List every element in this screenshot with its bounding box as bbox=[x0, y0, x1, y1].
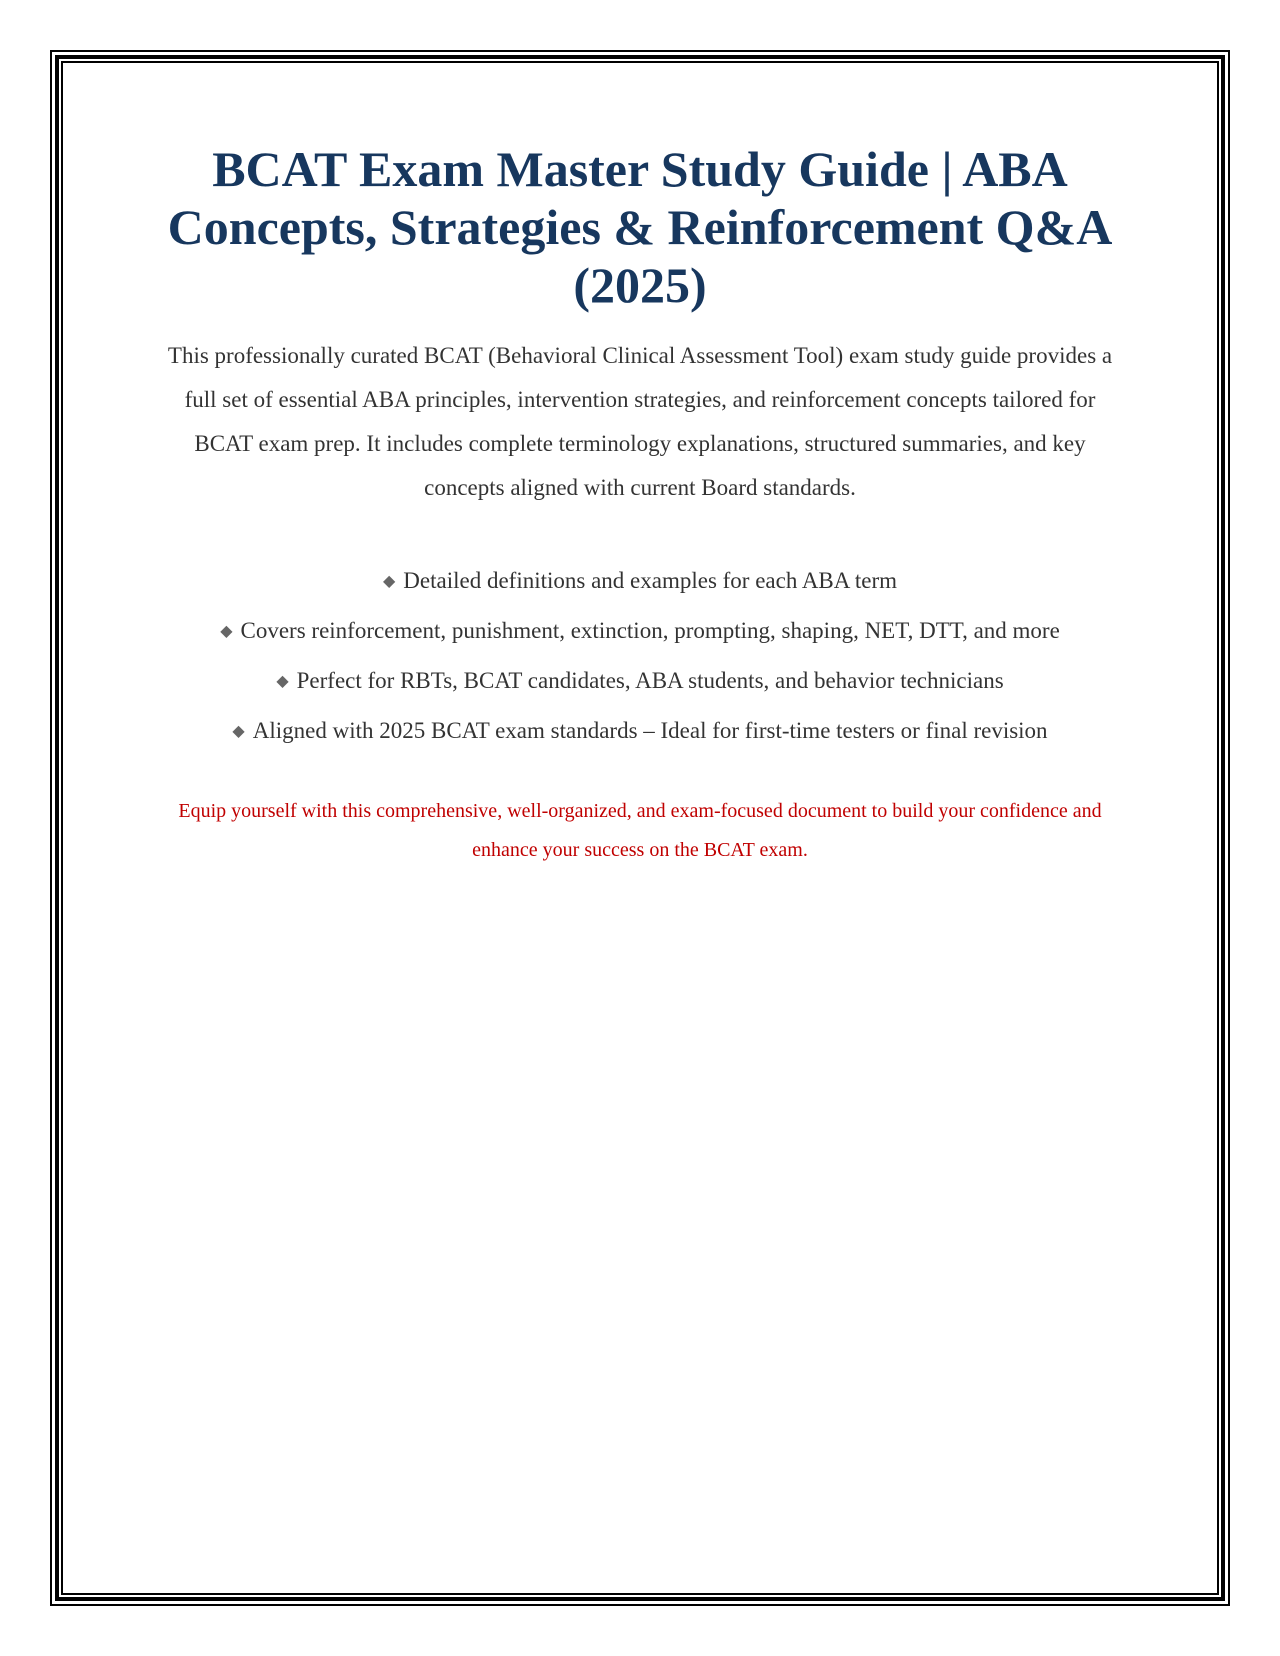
diamond-bullet-icon: ◆ bbox=[276, 671, 289, 690]
feature-item bbox=[120, 656, 1160, 706]
diamond-bullet-icon: ◆ bbox=[382, 571, 396, 590]
feature-text: Perfect for RBTs, BCAT candidates, ABA students, and behavior technicians bbox=[296, 668, 1004, 693]
diamond-bullet-icon: ◆ bbox=[232, 721, 245, 740]
feature-text: Aligned with 2025 BCAT exam standards – Ideal for first-time testers or final revision bbox=[252, 718, 1048, 743]
feature-item bbox=[120, 606, 1160, 656]
diamond-bullet-icon: ◆ bbox=[220, 621, 233, 640]
intro-paragraph: This professionally curated BCAT (Behavioral Clinical Assessment Tool) exam study guide provides a full set of essential ABA principles, intervention strategies, and reinforcement concepts tailored for BCAT exam prep. It includes complete terminology explanations, structured summaries, and key concepts aligned with current Board standards. bbox=[167, 343, 1113, 500]
call-to-action-text: Equip yourself with this comprehensive, well-organized, and exam-focused document to build your confidence and enhance your success on the BCAT exam. bbox=[178, 800, 1102, 861]
feature-list bbox=[120, 556, 1160, 756]
document-title: BCAT Exam Master Study Guide | ABA Concepts, Strategies & Reinforcement Q&A (2025) bbox=[167, 141, 1113, 313]
feature-item bbox=[120, 706, 1160, 756]
feature-text: Detailed definitions and examples for each ABA term bbox=[403, 568, 898, 593]
feature-item bbox=[120, 556, 1160, 606]
document-content bbox=[120, 140, 1160, 870]
feature-text: Covers reinforcement, punishment, extinction, prompting, shaping, NET, DTT, and more bbox=[240, 618, 1060, 643]
